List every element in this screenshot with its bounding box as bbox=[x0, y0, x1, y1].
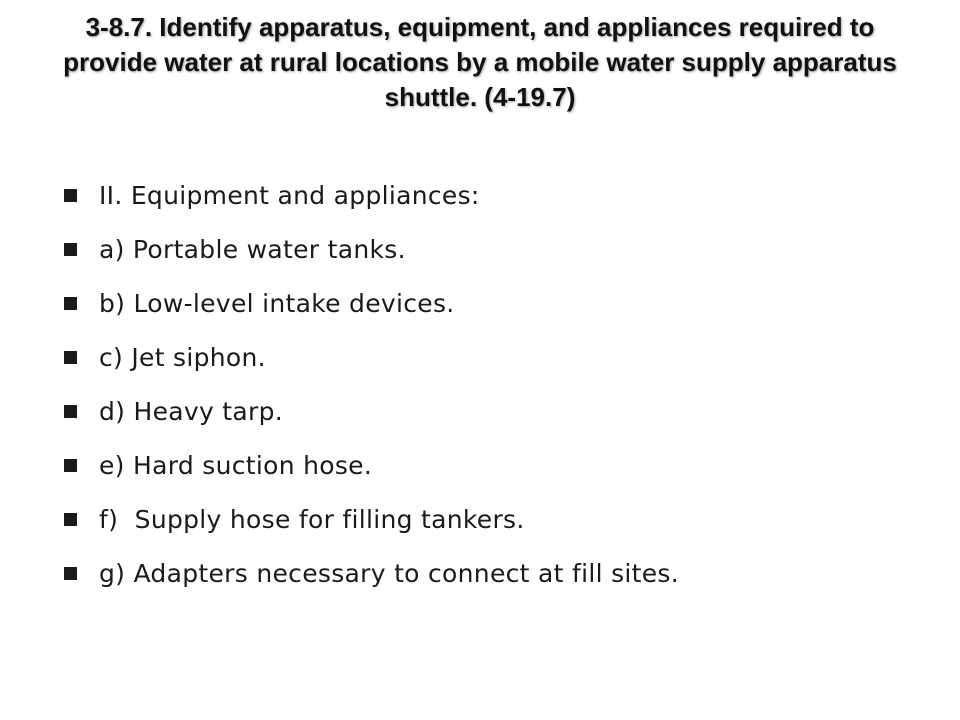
list-item-text: II. Equipment and appliances: bbox=[99, 180, 480, 210]
list-item-text: a) Portable water tanks. bbox=[99, 234, 406, 264]
list-item bbox=[64, 330, 924, 384]
square-bullet-icon bbox=[64, 297, 77, 310]
list-item bbox=[64, 168, 924, 222]
list-item bbox=[64, 492, 924, 546]
list-item bbox=[64, 222, 924, 276]
square-bullet-icon bbox=[64, 189, 77, 202]
list-item-text: e) Hard suction hose. bbox=[99, 450, 373, 480]
list-item bbox=[64, 384, 924, 438]
list-item-text: d) Heavy tarp. bbox=[99, 396, 284, 426]
square-bullet-icon bbox=[64, 513, 77, 526]
square-bullet-icon bbox=[64, 351, 77, 364]
list-item-text: f) Supply hose for filling tankers. bbox=[99, 504, 525, 534]
list-item-text: c) Jet siphon. bbox=[99, 342, 266, 372]
list-item bbox=[64, 438, 924, 492]
list-item-text: g) Adapters necessary to connect at fill sites. bbox=[99, 558, 679, 588]
list-item-text: b) Low-level intake devices. bbox=[99, 288, 455, 318]
list-item bbox=[64, 276, 924, 330]
list-item bbox=[64, 546, 924, 600]
slide-title: 3-8.7. Identify apparatus, equipment, and appliances required to provide water at rural locations by a mobile water supply apparatus shuttle. (4-19.7) bbox=[63, 12, 897, 112]
bullet-list bbox=[64, 168, 924, 600]
square-bullet-icon bbox=[64, 243, 77, 256]
square-bullet-icon bbox=[64, 567, 77, 580]
square-bullet-icon bbox=[64, 459, 77, 472]
square-bullet-icon bbox=[64, 405, 77, 418]
